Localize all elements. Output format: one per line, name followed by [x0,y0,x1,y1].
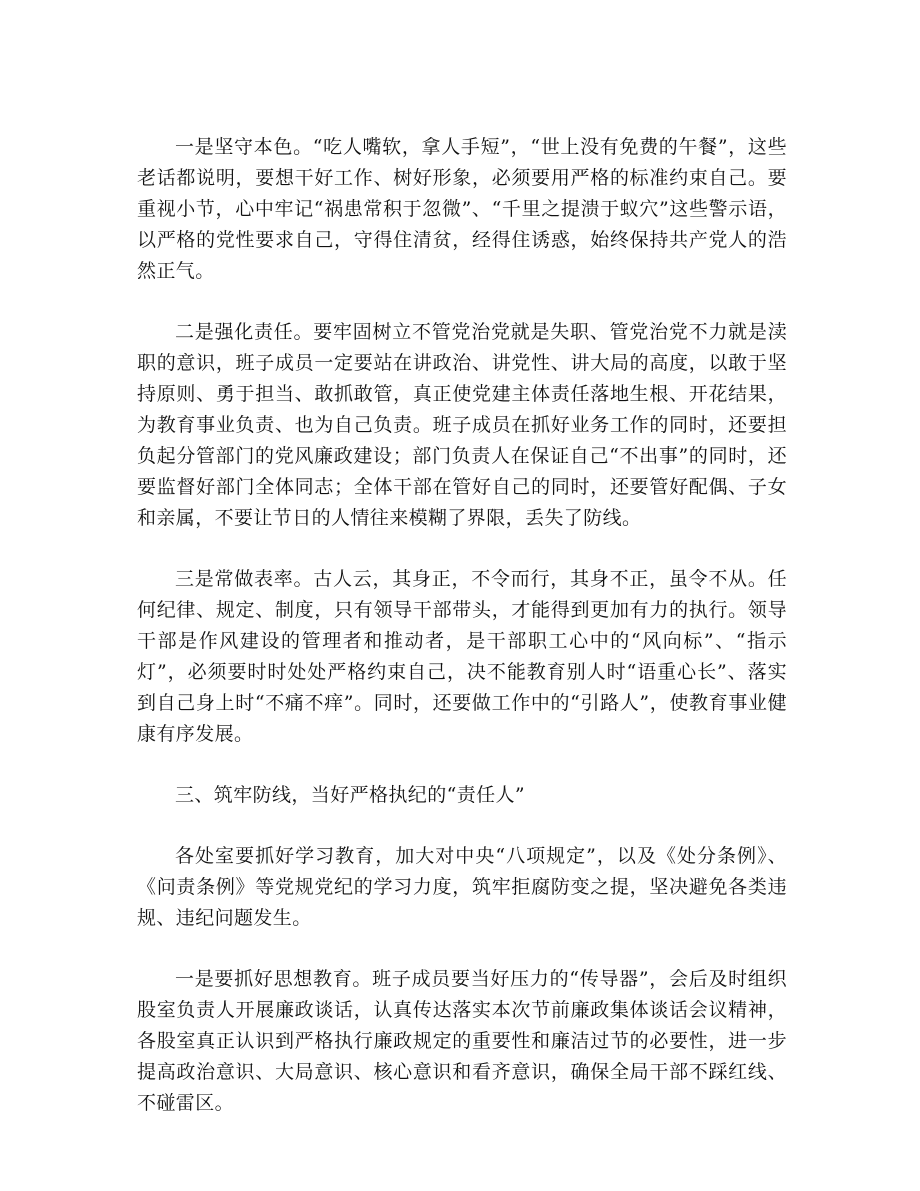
paragraph-stay-true: 一是坚守本色。“吃人嘴软，拿人手短”，“世上没有免费的午餐”，这些老话都说明，要想干好工作、树好形象，必须要用严格的标准约束自己。要重视小节，心中牢记“祸患常积于忽微”、“千里之提溃于蚁穴”这些警示语，以严格的党性要求自己，守得住清贫，经得住诱惑，始终保持共产党人的浩然正气。 [137,136,787,282]
paragraph-strengthen-responsibility: 二是强化责任。要牢固树立不管党治党就是失职、管党治党不力就是渎职的意识，班子成员一定要站在讲政治、讲党性、讲大局的高度，以敢于坚持原则、勇于担当、敢抓敢管，真正使党建主体责任落地生根、开花结果，为教育事业负责、也为自己负责。班子成员在抓好业务工作的同时，还要担负起分管部门的党风廉政建设；部门负责人在保证自己“不出事”的同时，还要监督好部门全体同志；全体干部在管好自己的同时，还要管好配偶、子女和亲属，不要让节日的人情往来模糊了界限，丢失了防线。 [137,321,787,529]
paragraph-ideological-education: 一是要抓好思想教育。班子成员要当好压力的“传导器”，会后及时组织股室负责人开展廉政谈话，认真传达落实本次节前廉政集体谈话会议精神，各股室真正认识到严格执行廉政规定的重要性和廉洁过节的必要性，进一步提高政治意识、大局意识、核心意识和看齐意识，确保全局干部不踩红线、不碰雷区。 [137,968,787,1114]
paragraph-study-education: 各处室要抓好学习教育，加大对中央“八项规定”，以及《处分条例》、《问责条例》等党规党纪的学习力度，筑牢拒腐防变之提，坚决避免各类违规、违纪问题发生。 [137,845,787,929]
document-body [137,132,787,1149]
paragraph-set-example: 三是常做表率。古人云，其身正，不令而行，其身不正，虽令不从。任何纪律、规定、制度，只有领导干部带头，才能得到更加有力的执行。领导干部是作风建设的管理者和推动者，是干部职工心中的“风向标”、“指示灯”，必须要时时处处严格约束自己，决不能教育别人时“语重心长”、落实到自己身上时“不痛不痒”。同时，还要做工作中的“引路人”，使教育事业健康有序发展。 [137,568,787,745]
section-heading: 三、筑牢防线，当好严格执纪的“责任人” [175,784,526,806]
